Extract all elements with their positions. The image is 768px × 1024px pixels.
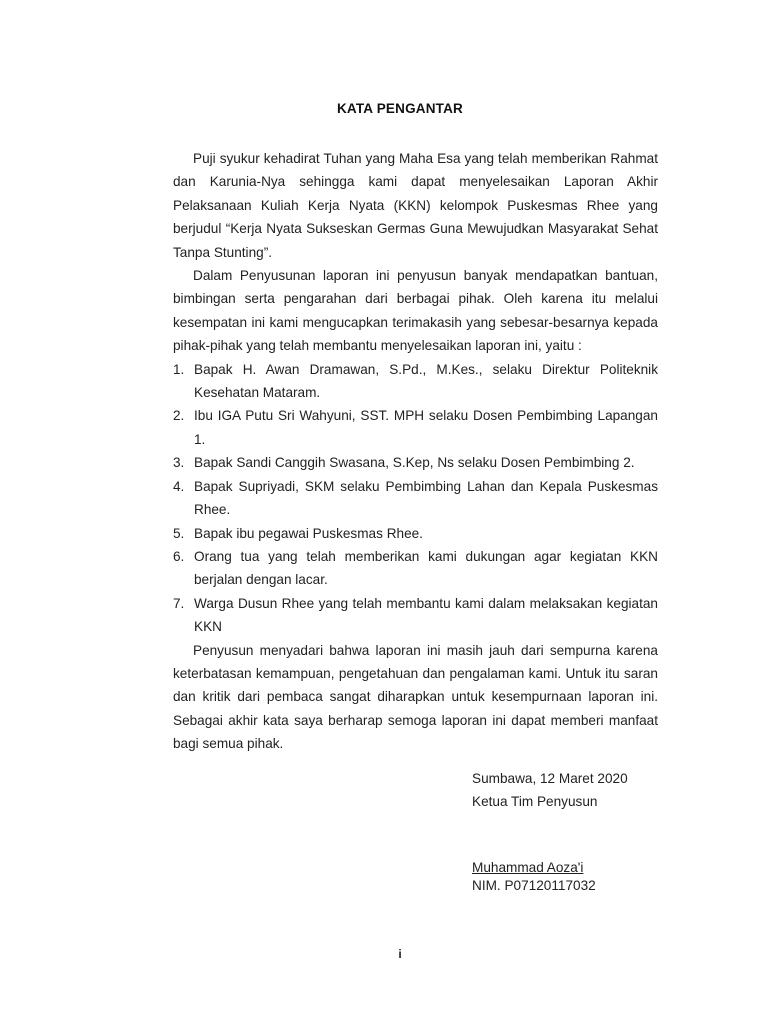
signature-place-date: Sumbawa, 12 Maret 2020	[472, 771, 628, 786]
list-item-number: 7.	[173, 595, 185, 611]
closing-paragraph: Penyusun menyadari bahwa laporan ini masih jauh dari sempurna karena keterbatasan kemampuan, pengetahuan dan pengalaman kami. Untuk itu saran dan kritik dari pembaca sangat diharapkan untuk kesempurnaan laporan ini. Sebagai akhir kata saya berharap semoga laporan ini dapat memberi manfaat bagi semua pihak.	[173, 642, 658, 752]
signature-name-block	[472, 859, 596, 895]
signature-block	[472, 767, 628, 814]
list-item-number: 5.	[173, 525, 185, 541]
signatory-nim: NIM. P07120117032	[472, 878, 596, 893]
list-item-text: Ibu IGA Putu Sri Wahyuni, SST. MPH selaku Dosen Pembimbing Lapangan 1.	[194, 408, 658, 447]
list-item-number: 6.	[173, 548, 185, 564]
list-item	[173, 592, 658, 639]
list-item-text: Orang tua yang telah memberikan kami dukungan agar kegiatan KKN berjalan dengan lacar.	[194, 548, 658, 588]
acknowledgement-intro-paragraph: Dalam Penyusunan laporan ini penyusun banyak mendapatkan bantuan, bimbingan serta pengarahan dari berbagai pihak. Oleh karena itu melalui kesempatan ini kami mengucapkan terimakasih yang sebesar-besarnya kepada pihak-pihak yang telah membantu menyelesaikan laporan ini, yaitu :	[173, 268, 658, 354]
list-item	[173, 358, 658, 405]
list-item-text: Warga Dusun Rhee yang telah membantu kami dalam melaksakan kegiatan KKN	[194, 595, 658, 635]
list-item-number: 1.	[173, 361, 185, 377]
intro-paragraph: Puji syukur kehadirat Tuhan yang Maha Esa yang telah memberikan Rahmat dan Karunia-Nya sehingga kami dapat menyelesaikan Laporan Akhir Pelaksanaan Kuliah Kerja Nyata (KKN) kelompok Puskesmas Rhee yang berjudul “Kerja Nyata Sukseskan Germas Guna Mewujudkan Masyarakat Sehat Tanpa Stunting”.	[173, 151, 658, 260]
list-item	[173, 545, 658, 592]
acknowledgement-list	[173, 358, 658, 639]
list-item-number: 4.	[173, 478, 185, 494]
document-body	[173, 147, 658, 756]
list-item	[173, 404, 658, 451]
list-item-number: 3.	[173, 455, 185, 471]
signature-role: Ketua Tim Penyusun	[472, 794, 598, 810]
page-title: KATA PENGANTAR	[336, 101, 464, 116]
list-item-number: 2.	[173, 408, 185, 424]
list-item-text: Bapak Supriyadi, SKM selaku Pembimbing Lahan dan Kepala Puskesmas Rhee.	[194, 478, 658, 518]
page-number: i	[398, 947, 402, 961]
list-item-text: Bapak H. Awan Dramawan, S.Pd., M.Kes., selaku Direktur Politeknik Kesehatan Mataram.	[194, 361, 658, 401]
list-item	[173, 475, 658, 522]
list-item-text: Bapak Sandi Canggih Swasana, S.Kep, Ns selaku Dosen Pembimbing 2.	[194, 455, 635, 471]
list-item-text: Bapak ibu pegawai Puskesmas Rhee.	[194, 525, 423, 541]
list-item	[173, 522, 658, 545]
list-item	[173, 451, 658, 474]
signatory-name: Muhammad Aoza'i	[472, 860, 584, 875]
